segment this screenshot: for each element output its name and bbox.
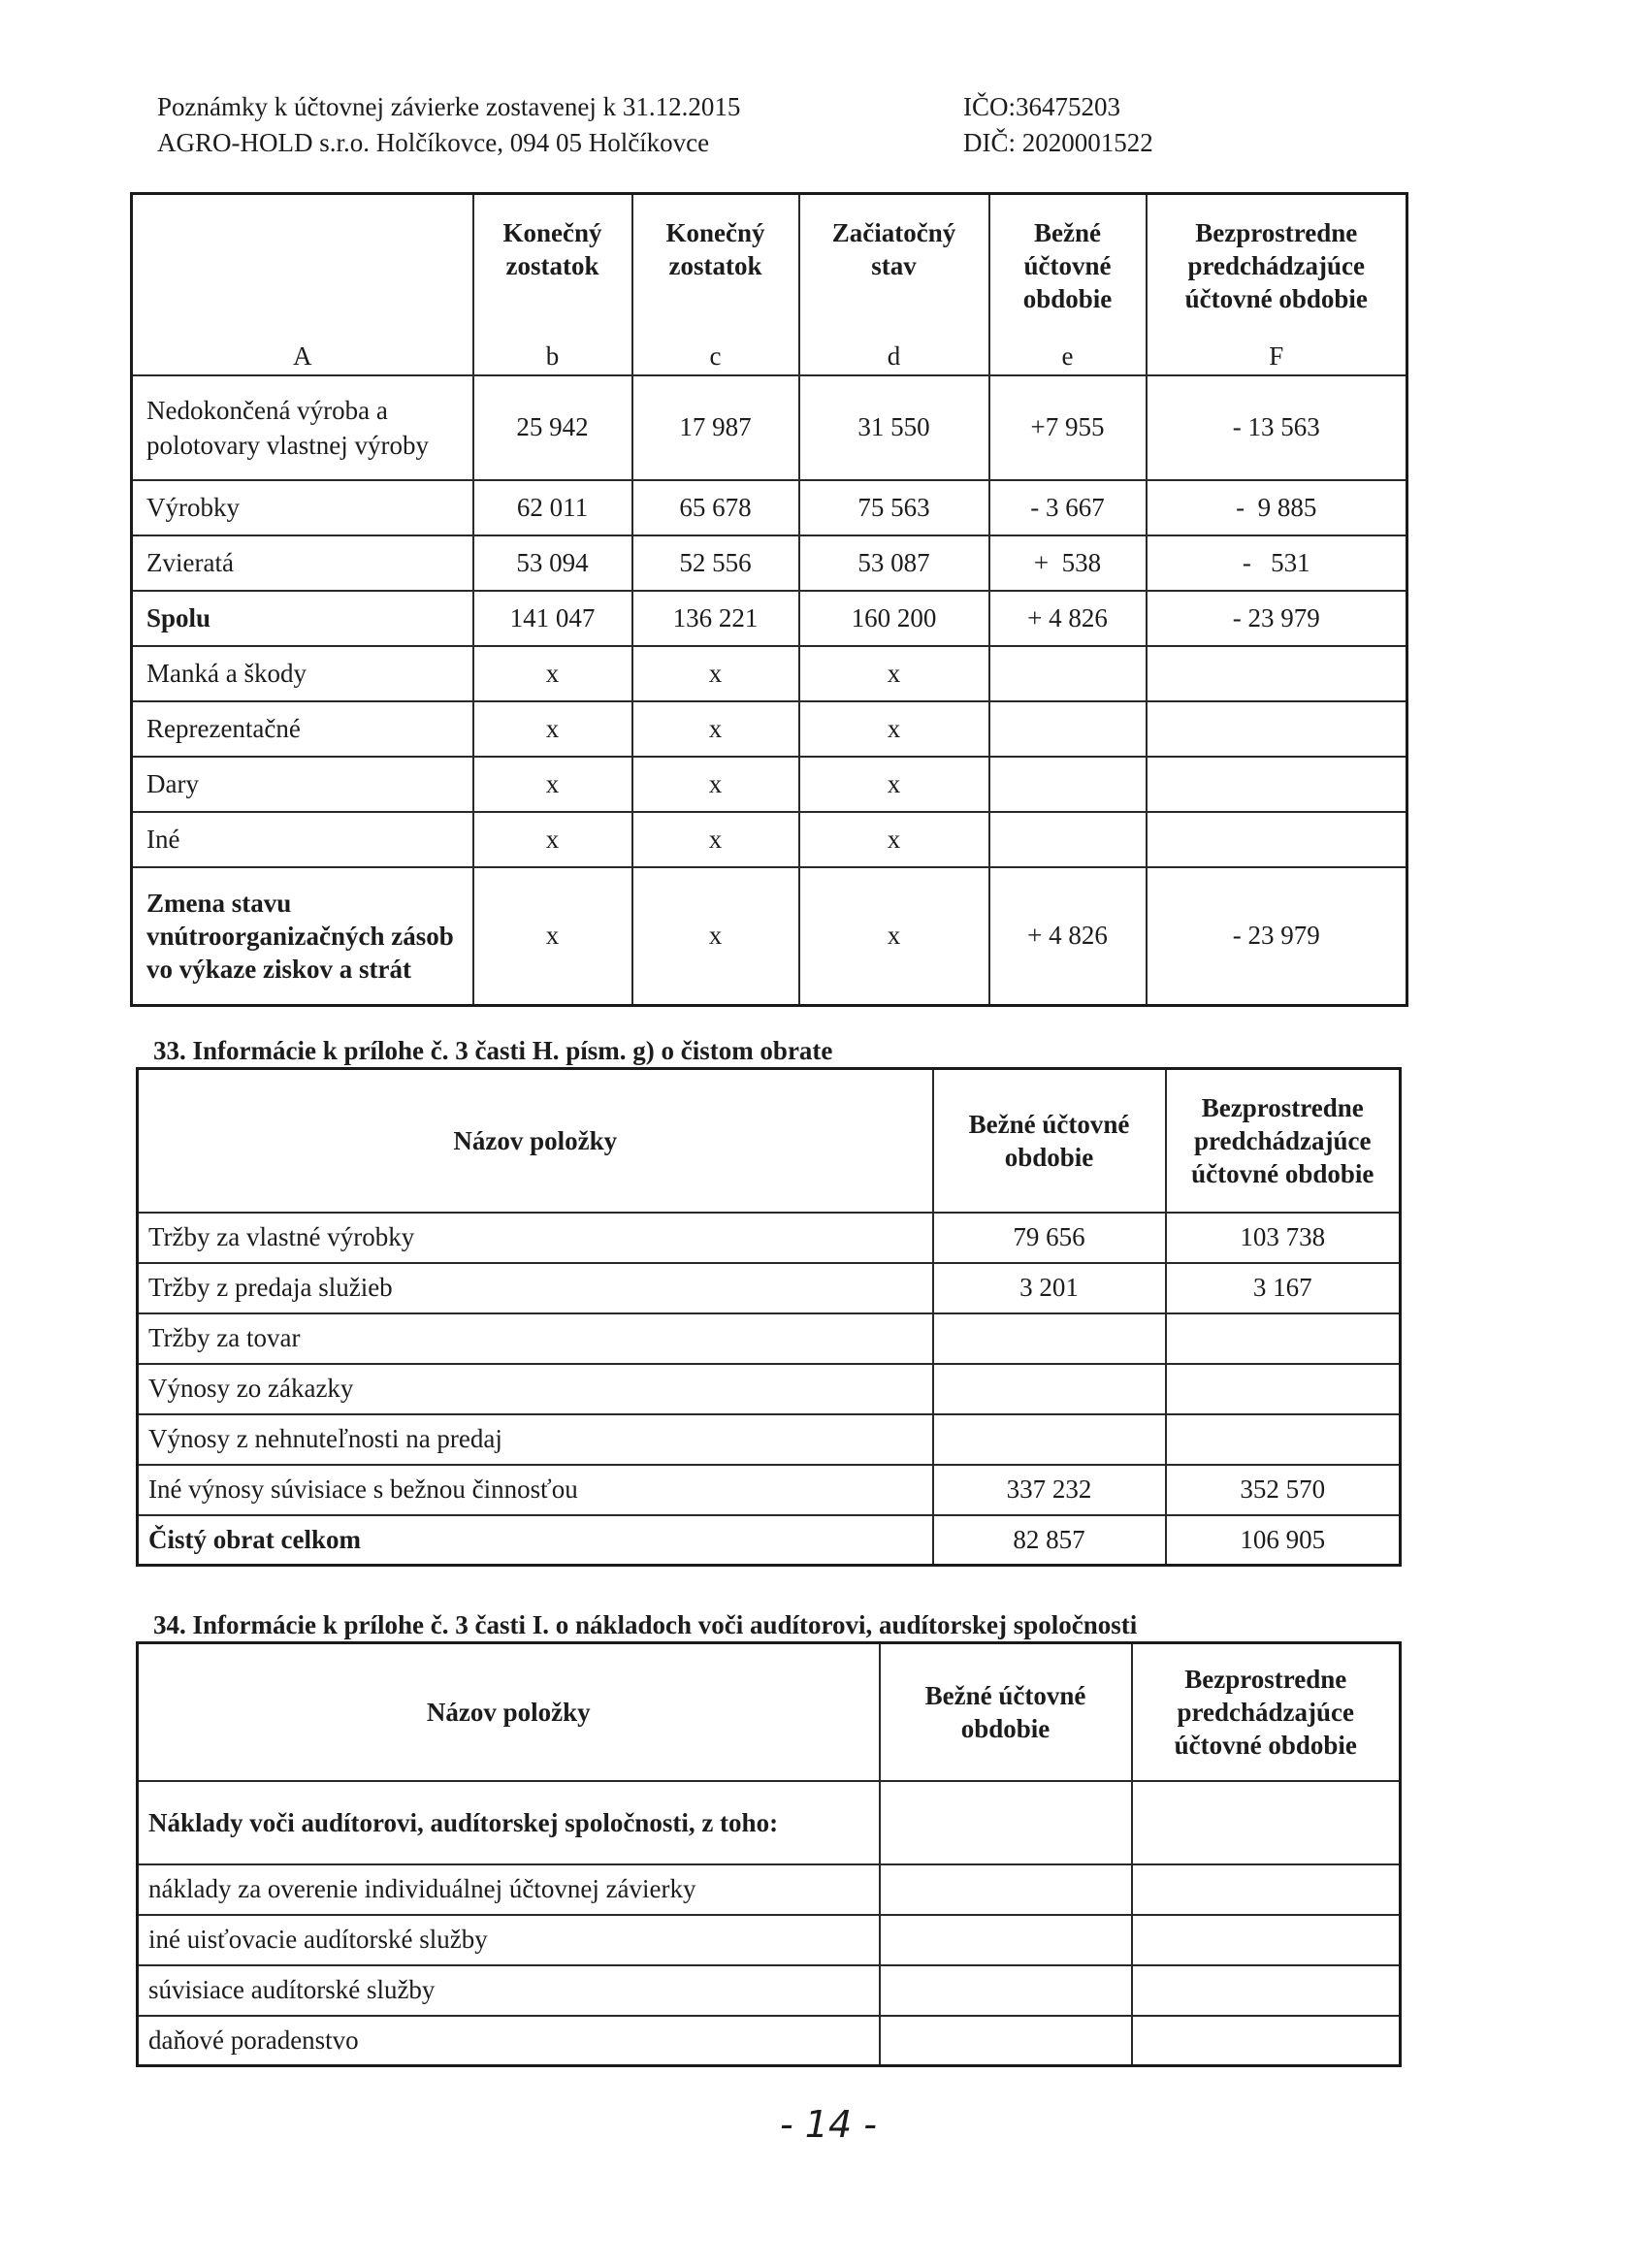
column-header-c: Konečný zostatok	[632, 194, 799, 340]
row-label: Tržby za vlastné výrobky	[138, 1213, 933, 1263]
row-label: Iné výnosy súvisiace s bežnou činnosťou	[138, 1465, 933, 1515]
cell-current: 337 232	[933, 1465, 1166, 1515]
cell-d: 75 563	[799, 480, 989, 535]
table-row	[138, 1213, 1401, 1263]
cell-f	[1147, 646, 1407, 701]
row-label: Tržby z predaja služieb	[138, 1263, 933, 1313]
inventory-change-table	[130, 192, 1408, 1007]
row-label: súvisiace audítorské služby	[138, 1965, 880, 2016]
column-header-current: Bežné účtovné obdobie	[933, 1069, 1166, 1213]
table-row	[132, 591, 1407, 646]
cell-d: 53 087	[799, 535, 989, 591]
column-header-item: Názov položky	[138, 1643, 880, 1781]
table-row	[132, 757, 1407, 812]
section-33-title: 33. Informácie k prílohe č. 3 časti H. písm. g) o čistom obrate	[153, 1036, 833, 1065]
column-letter-e: e	[989, 340, 1147, 375]
cell-c: 52 556	[632, 535, 799, 591]
cell-previous	[1166, 1313, 1401, 1364]
cell-b: x	[473, 646, 632, 701]
cell-f: - 13 563	[1147, 375, 1407, 480]
page-number: - 14 -	[780, 2103, 877, 2146]
cell-previous	[1132, 1864, 1401, 1915]
column-header-a	[132, 194, 473, 340]
cell-b: 53 094	[473, 535, 632, 591]
table-row	[132, 480, 1407, 535]
cell-previous: 3 167	[1166, 1263, 1401, 1313]
table-row	[132, 812, 1407, 867]
cell-b: 141 047	[473, 591, 632, 646]
column-letter-b: b	[473, 340, 632, 375]
column-header-d: Začiatočný stav	[799, 194, 989, 340]
document-header-ids	[963, 89, 1153, 161]
header-ico: IČO:36475203	[963, 92, 1120, 121]
cell-previous: 352 570	[1166, 1465, 1401, 1515]
cell-d: x	[799, 867, 989, 1006]
column-letter-d: d	[799, 340, 989, 375]
section-34-title: 34. Informácie k prílohe č. 3 časti I. o nákladoch voči audítorovi, audítorskej spoločnosti	[153, 1610, 1138, 1639]
header-company: AGRO-HOLD s.r.o. Holčíkovce, 094 05 Holčíkovce	[157, 128, 710, 157]
cell-b: 62 011	[473, 480, 632, 535]
cell-previous	[1132, 1965, 1401, 2016]
cell-f: - 9 885	[1147, 480, 1407, 535]
cell-b: 25 942	[473, 375, 632, 480]
header-title: Poznámky k účtovnej závierke zostavenej k 31.12.2015	[157, 92, 741, 121]
table-row	[132, 701, 1407, 757]
cell-d: x	[799, 812, 989, 867]
cell-current	[933, 1313, 1166, 1364]
cell-c: x	[632, 867, 799, 1006]
row-label: Čistý obrat celkom	[138, 1515, 933, 1566]
auditor-costs-table	[136, 1641, 1402, 2067]
column-header-f: Bezprostredne predchádzajúce účtovné obdobie	[1147, 194, 1407, 340]
cell-f	[1147, 757, 1407, 812]
table-row	[138, 1414, 1401, 1465]
cell-c: 65 678	[632, 480, 799, 535]
cell-d: x	[799, 646, 989, 701]
column-letter-f: F	[1147, 340, 1407, 375]
table-header-row	[132, 194, 1407, 340]
cell-f	[1147, 701, 1407, 757]
cell-e: + 538	[989, 535, 1147, 591]
column-header-previous: Bezprostredne predchádzajúce účtovné obdobie	[1166, 1069, 1401, 1213]
column-header-b: Konečný zostatok	[473, 194, 632, 340]
cell-previous	[1166, 1414, 1401, 1465]
header-dic: DIČ: 2020001522	[963, 128, 1153, 157]
cell-current: 82 857	[933, 1515, 1166, 1566]
cell-b: x	[473, 812, 632, 867]
cell-d: 31 550	[799, 375, 989, 480]
cell-e	[989, 646, 1147, 701]
cell-previous	[1132, 2016, 1401, 2066]
cell-c: 17 987	[632, 375, 799, 480]
cell-current	[933, 1414, 1166, 1465]
cell-previous	[1132, 1781, 1401, 1864]
row-label: Spolu	[132, 591, 473, 646]
cell-d: x	[799, 701, 989, 757]
cell-c: x	[632, 701, 799, 757]
cell-current	[880, 1864, 1132, 1915]
cell-e	[989, 812, 1147, 867]
row-label: Tržby za tovar	[138, 1313, 933, 1364]
table-row	[132, 375, 1407, 480]
table-row	[138, 1915, 1401, 1965]
row-label: Manká a škody	[132, 646, 473, 701]
cell-b: x	[473, 757, 632, 812]
column-header-previous: Bezprostredne predchádzajúce účtovné obdobie	[1132, 1643, 1401, 1781]
table-row	[132, 867, 1407, 1006]
cell-current	[933, 1364, 1166, 1414]
row-label: náklady za overenie individuálnej účtovnej závierky	[138, 1864, 880, 1915]
row-label: Výrobky	[132, 480, 473, 535]
table-row	[138, 1263, 1401, 1313]
cell-f	[1147, 812, 1407, 867]
cell-previous: 106 905	[1166, 1515, 1401, 1566]
row-label: Nedokončená výroba a polotovary vlastnej výroby	[132, 375, 473, 480]
table-row	[138, 1465, 1401, 1515]
cell-d: x	[799, 757, 989, 812]
row-label: Výnosy zo zákazky	[138, 1364, 933, 1414]
cell-f: - 531	[1147, 535, 1407, 591]
row-label: iné uisťovacie audítorské služby	[138, 1915, 880, 1965]
row-label: Zmena stavu vnútroorganizačných zásob vo výkaze ziskov a strát	[132, 867, 473, 1006]
cell-f: - 23 979	[1147, 867, 1407, 1006]
column-letter-c: c	[632, 340, 799, 375]
row-label: Dary	[132, 757, 473, 812]
cell-previous	[1166, 1364, 1401, 1414]
table-row	[138, 1965, 1401, 2016]
cell-e: + 4 826	[989, 867, 1147, 1006]
table-row	[132, 535, 1407, 591]
row-label: daňové poradenstvo	[138, 2016, 880, 2066]
document-header	[157, 89, 740, 161]
table-row	[138, 2016, 1401, 2066]
table-row	[138, 1515, 1401, 1566]
cell-current	[880, 1781, 1132, 1864]
cell-e: - 3 667	[989, 480, 1147, 535]
cell-current: 3 201	[933, 1263, 1166, 1313]
table-row	[138, 1781, 1401, 1864]
row-label: Reprezentačné	[132, 701, 473, 757]
cell-b: x	[473, 701, 632, 757]
row-label: Náklady voči audítorovi, audítorskej spoločnosti, z toho:	[138, 1781, 880, 1864]
cell-c: x	[632, 757, 799, 812]
cell-current	[880, 1915, 1132, 1965]
table-header-row	[138, 1643, 1401, 1781]
cell-e	[989, 701, 1147, 757]
table-row	[138, 1364, 1401, 1414]
row-label: Výnosy z nehnuteľnosti na predaj	[138, 1414, 933, 1465]
table-header-row	[138, 1069, 1401, 1213]
cell-e: +7 955	[989, 375, 1147, 480]
column-header-item: Názov položky	[138, 1069, 933, 1213]
cell-e: + 4 826	[989, 591, 1147, 646]
cell-previous: 103 738	[1166, 1213, 1401, 1263]
cell-c: x	[632, 646, 799, 701]
row-label: Zvieratá	[132, 535, 473, 591]
column-letter-row	[132, 340, 1407, 375]
table-row	[132, 646, 1407, 701]
table-row	[138, 1864, 1401, 1915]
cell-c: 136 221	[632, 591, 799, 646]
column-letter-a: A	[132, 340, 473, 375]
cell-current: 79 656	[933, 1213, 1166, 1263]
column-header-e: Bežné účtovné obdobie	[989, 194, 1147, 340]
cell-f: - 23 979	[1147, 591, 1407, 646]
cell-previous	[1132, 1915, 1401, 1965]
cell-e	[989, 757, 1147, 812]
column-header-current: Bežné účtovné obdobie	[880, 1643, 1132, 1781]
cell-d: 160 200	[799, 591, 989, 646]
cell-b: x	[473, 867, 632, 1006]
row-label: Iné	[132, 812, 473, 867]
cell-current	[880, 2016, 1132, 2066]
net-turnover-table	[136, 1067, 1402, 1567]
cell-current	[880, 1965, 1132, 2016]
cell-c: x	[632, 812, 799, 867]
table-row	[138, 1313, 1401, 1364]
